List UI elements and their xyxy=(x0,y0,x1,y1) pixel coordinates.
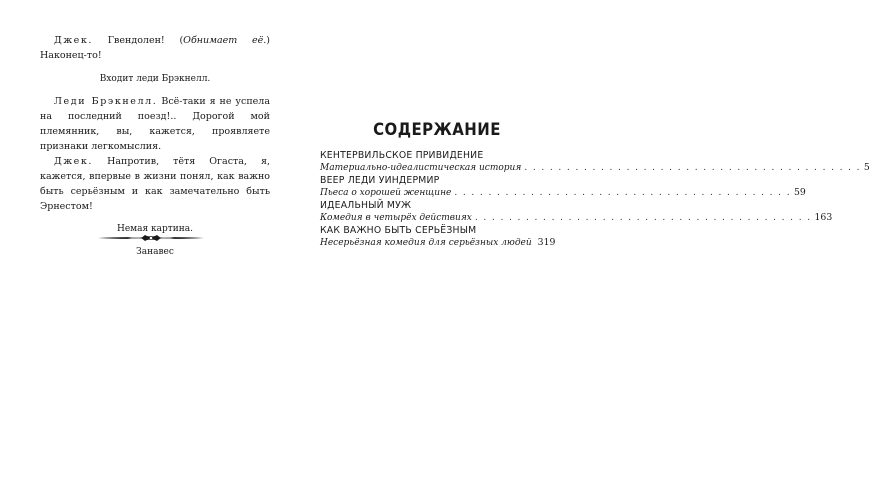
paragraph-lady-bracknell xyxy=(40,94,270,154)
toc-entry-line xyxy=(320,187,806,198)
toc-title: СОДЕРЖАНИЕ xyxy=(373,120,501,140)
speaker-lady-bracknell: Леди Брэкнелл. xyxy=(54,96,158,107)
play-ending-text xyxy=(40,33,270,267)
toc-entry-subtitle: Комедия в четырёх действиях xyxy=(320,213,472,223)
toc-entry-line xyxy=(320,237,554,248)
toc-leader-dots: . . . . . . . . . . . . . . . . . . . . . . . . . . . . . . . . . . . . . . . . xyxy=(454,188,791,198)
toc-page-number: 5 xyxy=(863,162,870,173)
left-page xyxy=(0,0,300,484)
speaker-jack: Джек. xyxy=(54,156,94,167)
stage-direction-inline: Обнимает её. xyxy=(183,35,267,46)
table-of-contents xyxy=(320,120,870,250)
toc-page-number: 163 xyxy=(814,212,833,223)
toc-entry-line xyxy=(320,162,870,173)
dialogue-text: Напротив, тётя Огаста, я, кажется, впервые в жизни понял, как важно быть серьёзным и как замечательно быть Эрнестом! xyxy=(40,156,270,212)
toc-page-number: 319 xyxy=(537,237,556,248)
stage-direction-curtain: Занавес xyxy=(136,247,174,257)
toc-entry-subtitle: Пьеса о хорошей женщине xyxy=(320,188,452,198)
paragraph-jack-1 xyxy=(40,33,270,63)
dialogue-text: Всё-таки я не успела на последний поезд!.. Дорогой мой племянник, вы, кажется, проявляете признаки легкомыслия. xyxy=(40,96,270,152)
toc-entry-title: КАК ВАЖНО БЫТЬ СЕРЬЁЗНЫМ xyxy=(320,225,477,236)
toc-entry-title: ВЕЕР ЛЕДИ УИНДЕРМИР xyxy=(320,175,440,186)
toc-leader-dots: . . . . . . . . . . . . . . . . . . . . . . . . . . . . . . . . . . . . . . . . xyxy=(524,163,861,173)
toc-entry xyxy=(320,225,554,248)
dialogue-text-cont: ) Наконец-то! xyxy=(40,35,270,61)
toc-entry xyxy=(320,150,870,173)
stage-direction-tableau: Немая картина. xyxy=(116,224,194,234)
toc-leader-dots: . . . . . . . . . . . . . . . . . . . . . . . . . . . . . . . . . . . . . . . . xyxy=(474,213,812,223)
toc-entry-line xyxy=(320,212,833,223)
dialogue-text: Гвендолен! ( xyxy=(107,35,184,46)
toc-page-number: 59 xyxy=(793,187,806,198)
toc-entry-subtitle: Материально-идеалистическая история xyxy=(320,163,522,173)
toc-entry-title: КЕНТЕРВИЛЬСКОЕ ПРИВИДЕНИЕ xyxy=(320,150,484,161)
stage-direction-enter: Входит леди Брэкнелл. xyxy=(99,74,211,84)
toc-entry-title: ИДЕАЛЬНЫЙ МУЖ xyxy=(320,200,412,211)
speaker-jack: Джек. xyxy=(54,35,94,46)
toc-entry xyxy=(320,175,806,198)
ornament-divider-icon xyxy=(98,233,204,243)
toc-entry-subtitle: Несерьёзная комедия для серьёзных людей xyxy=(320,238,532,248)
toc-entries xyxy=(320,150,870,248)
paragraph-jack-2 xyxy=(40,154,270,214)
toc-entry xyxy=(320,200,833,223)
right-page xyxy=(300,0,870,484)
